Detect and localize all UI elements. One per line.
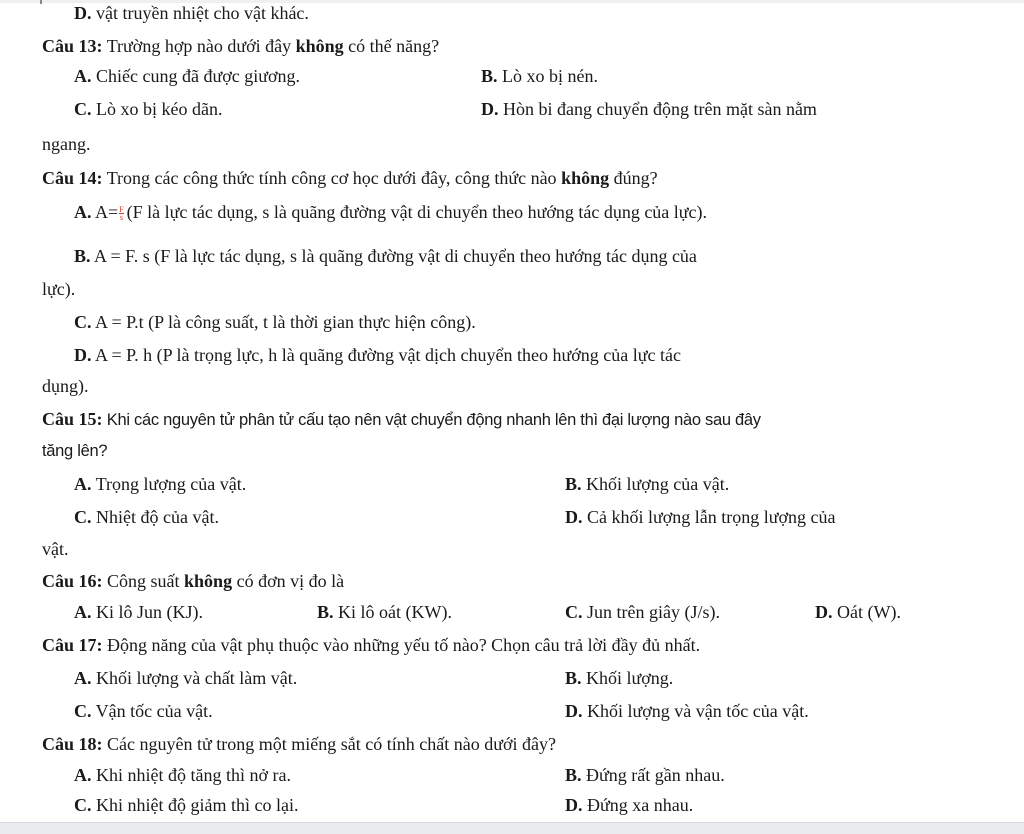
question-text: có thế năng? [343, 36, 440, 56]
option-label: D. [481, 99, 499, 119]
option-text: Khối lượng. [581, 668, 674, 688]
option-text: lực). [42, 279, 76, 299]
option-label: B. [74, 246, 91, 266]
answer-line [565, 794, 693, 816]
answer-line [74, 98, 222, 120]
continuation-line [42, 440, 107, 462]
bottom-scroll-strip[interactable] [0, 822, 1024, 834]
question-label: Câu 17: [42, 635, 103, 655]
answer-line [74, 506, 219, 528]
emphasis-text: không [295, 36, 344, 56]
option-text: Khối lượng của vật. [581, 474, 730, 494]
question-text: có đơn vị đo là [232, 571, 345, 591]
option-label: A. [74, 66, 92, 86]
option-text: vật. [42, 539, 69, 559]
answer-line [565, 601, 720, 623]
answer-line [317, 601, 452, 623]
option-text: Lò xo bị kéo dãn. [91, 99, 223, 119]
answer-line [565, 764, 725, 786]
answer-line [74, 667, 297, 689]
question-text: Trường hợp nào dưới đây [102, 36, 296, 56]
question-label: Câu 15: [42, 409, 103, 429]
option-text: Vận tốc của vật. [91, 701, 213, 721]
emphasis-text: không [184, 571, 233, 591]
option-label: B. [481, 66, 498, 86]
option-text: Khi nhiệt độ giảm thì co lại. [91, 795, 299, 815]
answer-line [565, 667, 673, 689]
answer-line [74, 65, 300, 87]
option-text: A= [91, 202, 119, 222]
answer-line [815, 601, 901, 623]
answer-line [565, 473, 729, 495]
option-text: A = P.t (P là công suất, t là thời gian thực hiện công). [91, 312, 476, 332]
question-15 [42, 408, 761, 431]
page-edge-mark [40, 0, 42, 4]
answer-line [74, 344, 681, 366]
answer-line [74, 601, 203, 623]
question-13 [42, 35, 439, 57]
continuation-line [42, 538, 69, 560]
option-text: (F là lực tác dụng, s là quãng đường vật di chuyển theo hướng tác dụng của lực). [126, 202, 708, 222]
fraction-formula [119, 206, 123, 221]
question-text: Động năng của vật phụ thuộc vào những yếu tố nào? Chọn câu trả lời đầy đủ nhất. [102, 635, 701, 655]
answer-line [74, 473, 246, 495]
continuation-line [42, 133, 91, 155]
answer-line [74, 311, 476, 333]
question-label: Câu 16: [42, 571, 103, 591]
question-label: Câu 18: [42, 734, 103, 754]
option-text: A = P. h (P là trọng lực, h là quãng đường vật dịch chuyển theo hướng của lực tác [91, 345, 681, 365]
question-text: tăng lên? [42, 442, 108, 460]
option-label: D. [565, 507, 583, 527]
option-label: B. [317, 602, 334, 622]
option-text: Khi nhiệt độ tăng thì nở ra. [91, 765, 291, 785]
option-text: vật truyền nhiệt cho vật khác. [91, 3, 309, 23]
answer-line [74, 794, 298, 816]
option-label: D. [565, 795, 583, 815]
option-text: ngang. [42, 134, 91, 154]
answer-line [565, 506, 836, 528]
option-text: Jun trên giây (J/s). [582, 602, 720, 622]
option-label: A. [74, 474, 92, 494]
option-text: A = F. s (F là lực tác dụng, s là quãng đường vật di chuyển theo hướng tác dụng của [90, 246, 697, 266]
option-label: B. [565, 474, 582, 494]
answer-line [481, 65, 598, 87]
question-text: đúng? [609, 168, 658, 188]
emphasis-text: không [561, 168, 610, 188]
answer-line [74, 764, 291, 786]
option-text: Cả khối lượng lẫn trọng lượng của [582, 507, 836, 527]
option-label: A. [74, 202, 92, 222]
question-text: Khi các nguyên tử phân tử cấu tạo nên vật chuyển động nhanh lên thì đại lượng nào sau đây [102, 411, 761, 429]
option-text: Ki lô oát (KW). [333, 602, 452, 622]
option-label: C. [74, 795, 92, 815]
option-label: A. [74, 765, 92, 785]
option-text: Nhiệt độ của vật. [91, 507, 219, 527]
question-text: Công suất [102, 571, 185, 591]
option-label: A. [74, 668, 92, 688]
option-text: Đứng xa nhau. [582, 795, 694, 815]
option-label: A. [74, 602, 92, 622]
option-text: Hòn bi đang chuyển động trên mặt sàn nằm [498, 99, 817, 119]
option-text: dụng). [42, 376, 89, 396]
continuation-line [42, 278, 75, 300]
question-17 [42, 634, 700, 656]
option-text: Oát (W). [832, 602, 901, 622]
question-text: Các nguyên tử trong một miếng sắt có tính chất nào dưới đây? [102, 734, 556, 754]
question-16 [42, 570, 344, 592]
option-label: D. [74, 345, 92, 365]
answer-line [565, 700, 809, 722]
fraction-denominator: s [119, 213, 123, 223]
option-label: C. [565, 602, 583, 622]
question-18 [42, 733, 556, 755]
question-14 [42, 167, 658, 189]
option-text: Khối lượng và chất làm vật. [91, 668, 298, 688]
option-label: C. [74, 312, 92, 332]
question-label: Câu 14: [42, 168, 103, 188]
answer-line [74, 245, 697, 267]
option-text: Khối lượng và vận tốc của vật. [582, 701, 809, 721]
answer-line [74, 201, 707, 223]
option-text: Chiếc cung đã được giương. [91, 66, 301, 86]
option-label: D. [74, 3, 92, 23]
option-text: Đứng rất gần nhau. [581, 765, 725, 785]
option-label: C. [74, 701, 92, 721]
question-label: Câu 13: [42, 36, 103, 56]
answer-line [74, 700, 213, 722]
continuation-line [42, 375, 89, 397]
answer-line [74, 2, 309, 24]
option-label: C. [74, 99, 92, 119]
option-text: Trọng lượng của vật. [91, 474, 247, 494]
option-label: D. [815, 602, 833, 622]
option-label: B. [565, 765, 582, 785]
option-label: C. [74, 507, 92, 527]
option-text: Lò xo bị nén. [497, 66, 599, 86]
option-label: B. [565, 668, 582, 688]
option-text: Ki lô Jun (KJ). [91, 602, 203, 622]
fraction-numerator: F [119, 205, 124, 215]
question-text: Trong các công thức tính công cơ học dưới đây, công thức nào [102, 168, 562, 188]
answer-line [481, 98, 817, 120]
option-label: D. [565, 701, 583, 721]
